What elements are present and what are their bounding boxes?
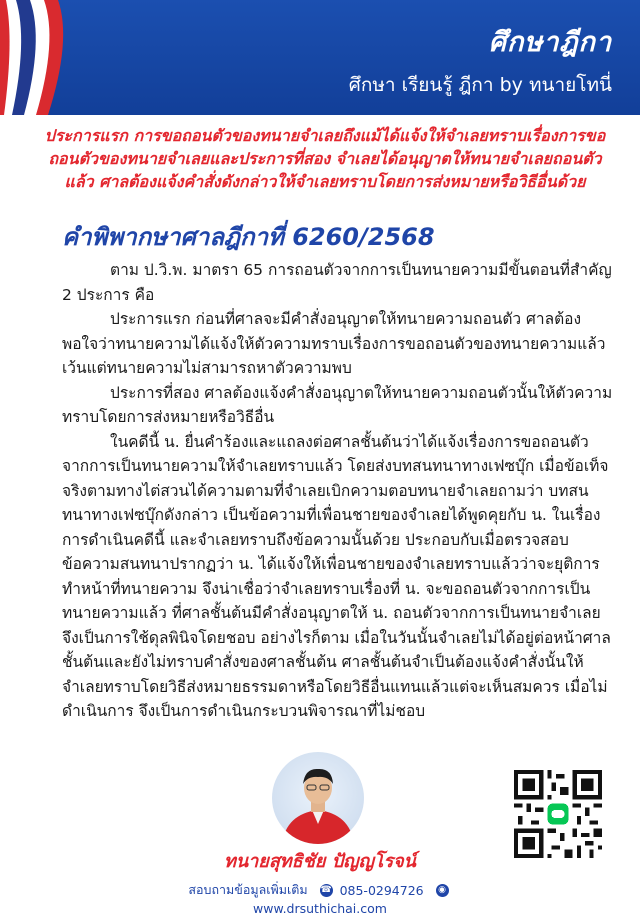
paragraph: ประการที่สอง ศาลต้องแจ้งคำสั่งอนุญาตให้ทนายความถอนตัวนั้นให้ตัวความทราบโดยการส่งหมายหรือวิธีอื่น [62, 383, 613, 426]
footer-website[interactable]: www.drsuthichai.com [253, 901, 387, 916]
body-text [62, 258, 614, 724]
header-title: ศึกษาฎีกา [488, 27, 612, 58]
globe-icon: ◉ [436, 884, 449, 897]
paragraph: ประการแรก ก่อนที่ศาลจะมีคำสั่งอนุญาตให้ทนายความถอนตัว ศาลต้องพอใจว่าทนายความได้แจ้งให้ตัวความทราบเรื่องการขอถอนตัวของทนายความแล้ว เว้นแต่ทนายความไม่สามารถหาตัวความพบ [62, 310, 606, 377]
footer-contact [120, 880, 520, 916]
qr-code-icon[interactable] [514, 770, 602, 858]
author-name: ทนายสุทธิชัย ปัญญโรจน์ [224, 851, 416, 872]
paragraph: ในคดีนี้ น. ยื่นคำร้องและแถลงต่อศาลชั้นต้นว่าได้แจ้งเรื่องการขอถอนตัวจากการเป็นทนายความให้จำเลยทราบแล้ว โดยส่งบทสนทนาทางเฟซบุ๊ก เมื่อข้อเท็จจริงตามทางไต่สวนได้ความตามที่จำเลยเบิกความตอบทนายจำเลยถามว่า บทสนทนาทางเฟซบุ๊กดังกล่าว เป็นข้อความที่เพื่อนชายของจำเลยได้พูดคุยกับ น. ในเรื่องการดำเนินคดีนี้ และจำเลยทราบถึงข้อความนั้นด้วย ประกอบกับเมื่อตรวจสอบข้อความสนทนาปรากฏว่า น. ได้แจ้งให้เพื่อนชายของจำเลยทราบแล้วว่าจะยุติการทำหน้าที่ทนายความ จึงน่าเชื่อว่าจำเลยทราบเรื่องที่ น. จะขอถอนตัวจากการเป็นทนายความแล้ว ที่ศาลชั้นต้นมีคำสั่งอนุญาตให้ น. ถอนตัวจากการเป็นทนายจำเลยจึงเป็นการใช้ดุลพินิจโดยชอบ อย่างไรก็ตาม เมื่อในวันนั้นจำเลยไม่ได้อยู่ต่อหน้าศาลชั้นต้นและยังไม่ทราบคำสั่งของศาลชั้นต้น ศาลชั้นต้นจำเป็นต้องแจ้งคำสั่งนั้นให้จำเลยทราบโดยวิธีส่งหมายธรรมดาหรือโดยวิธีอื่นแทนแล้วแต่จะเห็นสมควร เมื่อไม่ดำเนินการ จึงเป็นการดำเนินกระบวนพิจารณาที่ไม่ชอบ [62, 432, 611, 720]
author-portrait [272, 752, 364, 844]
header-banner [0, 0, 640, 115]
paragraph: ตาม ป.วิ.พ. มาตรา 65 การถอนตัวจากการเป็นทนายความมีขั้นตอนที่สำคัญ 2 ประการ คือ [62, 261, 612, 304]
thai-flag-icon [0, 0, 90, 115]
headline: ประการแรก การขอถอนตัวของทนายจำเลยถึงแม้ได้แจ้งให้จำเลยทราบเรื่องการขอถอนตัวของทนายจำเลยและประการที่สอง จำเลยได้อนุญาตให้ทนายจำเลยถอนตัวแล้ว ศาลต้องแจ้งคำสั่งดังกล่าวให้จำเลยทราบโดยการส่งหมายหรือวิธีอื่นด้วย [44, 126, 606, 191]
header-subtitle: ศึกษา เรียนรู้ ฎีกา by ทนายโทนี่ [348, 74, 612, 96]
footer-phone[interactable]: 085-0294726 [339, 882, 424, 898]
footer-label: สอบถามข้อมูลเพิ่มเติม [188, 882, 308, 897]
phone-icon: ☎ [320, 884, 332, 895]
person-icon [272, 752, 364, 844]
case-number: คำพิพากษาศาลฎีกาที่ 6260/2568 [62, 223, 435, 251]
